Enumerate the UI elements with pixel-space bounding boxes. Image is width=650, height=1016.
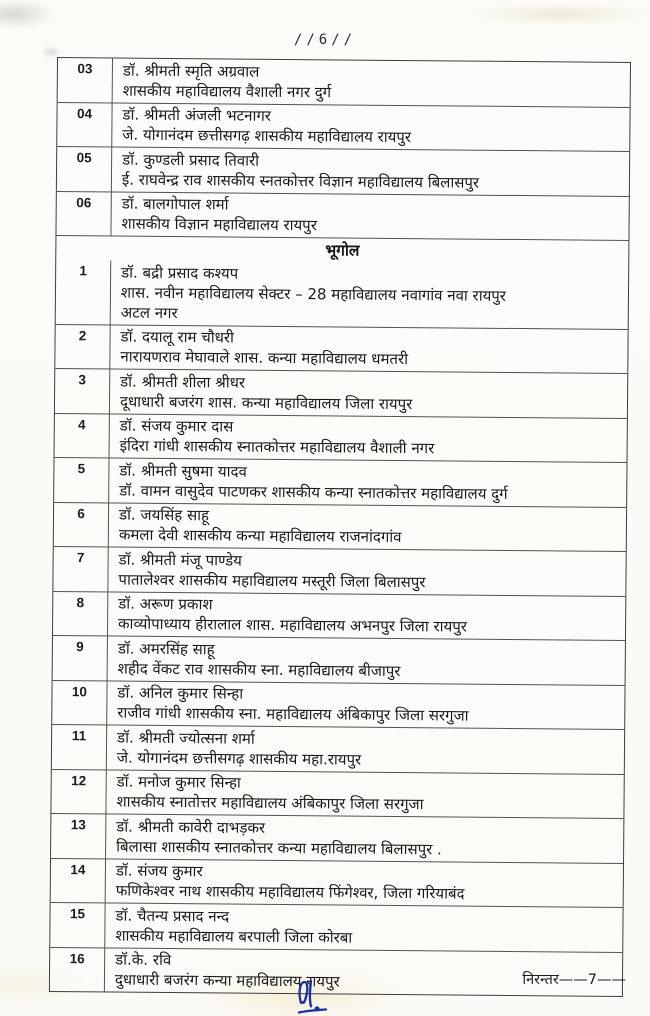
college-name: दूधाधारी बजरंग शास. कन्या महाविद्यालय जिला रायपुर xyxy=(119,392,413,413)
college-name: जे. योगानंदम छत्तीसगढ़ शासकीय महाविद्यालय रायपुर xyxy=(122,125,412,147)
person-name: डॉ. श्रीमती कावेरी दाभड़कर xyxy=(116,817,266,837)
person-name: डॉ. बालगोपाल शर्मा xyxy=(121,194,229,214)
row-details-cell xyxy=(112,147,629,195)
table-row xyxy=(56,260,629,328)
person-name: डॉ. श्रीमती मंजू पाण्डेय xyxy=(118,550,242,570)
row-serial-number: 06 xyxy=(56,191,111,235)
table-row xyxy=(56,190,628,239)
table-row xyxy=(55,323,627,372)
table-row xyxy=(53,546,625,595)
table-row xyxy=(53,590,625,639)
section-header-bhugol: भूगोल xyxy=(56,235,628,265)
signature-icon xyxy=(286,976,348,1016)
row-serial-number: 3 xyxy=(55,369,110,413)
person-name: डॉ. अमरसिंह साहू xyxy=(117,639,215,658)
row-serial-number: 05 xyxy=(57,147,112,191)
person-name: डॉ. संजय कुमार दास xyxy=(119,416,234,436)
row-details-cell xyxy=(112,103,629,151)
college-name: शास. नवीन महाविद्यालय सेक्टर – 28 महाविद्यालय नवागांव नवा रायपुर अटल नगर xyxy=(120,283,507,322)
table-row xyxy=(54,501,626,550)
college-name: शासकीय स्नातोत्तर महाविद्यालय अंबिकापुर जिला सरगुजा xyxy=(116,792,424,814)
table-row xyxy=(51,813,623,862)
faculty-table xyxy=(49,57,631,997)
row-serial-number: 7 xyxy=(53,547,108,591)
person-name: डॉ. संजय कुमार xyxy=(115,861,203,881)
college-name: पातालेश्वर शासकीय महाविद्यालय मस्तूरी जिला बिलासपुर xyxy=(118,570,426,591)
row-details-cell xyxy=(109,503,626,551)
table-row xyxy=(55,368,627,417)
college-name: दुधाधारी बजरंग कन्या महाविद्यालय रायपुर xyxy=(114,970,340,991)
row-details-cell xyxy=(107,725,624,773)
row-details-cell xyxy=(110,414,627,462)
table-row xyxy=(53,635,625,684)
row-serial-number: 5 xyxy=(54,458,109,502)
person-name: डॉ. अरूण प्रकाश xyxy=(118,594,213,614)
row-details-cell xyxy=(106,814,623,862)
row-serial-number: 6 xyxy=(54,502,109,546)
college-name: डॉ. वामन वासुदेव पाटणकर शासकीय कन्या स्नातकोत्तर महाविद्यालय दुर्ग xyxy=(119,481,508,503)
person-name: डॉ. जयसिंह साहू xyxy=(118,505,210,525)
row-details-cell xyxy=(110,369,627,417)
row-details-cell xyxy=(108,636,625,684)
continuation-note: निरन्तर——7—— xyxy=(522,972,626,988)
table-row xyxy=(51,857,623,906)
person-name: डॉ. श्रीमती अंजली भटनागर xyxy=(122,105,272,125)
row-serial-number: 13 xyxy=(51,814,106,858)
college-name: शासकीय महाविद्यालय वैशाली नगर दुर्ग xyxy=(122,81,332,101)
person-name: डॉ. श्रीमती सुषमा यादव xyxy=(119,461,247,481)
row-details-cell xyxy=(106,859,623,907)
row-details-cell xyxy=(108,592,625,640)
person-name: डॉ. श्रीमती ज्योत्सना शर्मा xyxy=(117,728,255,748)
table-row xyxy=(58,58,630,106)
row-details-cell xyxy=(113,58,630,106)
row-serial-number: 12 xyxy=(51,769,106,813)
row-details-cell xyxy=(105,903,622,951)
table-rows-geography-section xyxy=(50,260,628,996)
row-serial-number: 15 xyxy=(50,903,105,947)
college-name: शासकीय महाविद्यालय बरपाली जिला कोरबा xyxy=(115,926,353,947)
table-row xyxy=(51,768,623,817)
person-name: डॉ. श्रीमती शीला श्रीधर xyxy=(120,372,246,392)
row-details-cell xyxy=(107,681,624,729)
person-name: डॉ. चैतन्य प्रसाद नन्द xyxy=(115,906,230,926)
row-serial-number: 14 xyxy=(51,858,106,902)
row-details-cell xyxy=(111,192,628,240)
college-name: जे. योगानंदम छत्तीसगढ़ शासकीय महा.रायपुर xyxy=(116,748,362,769)
scan-smudge xyxy=(44,48,58,56)
person-name: डॉ. मनोज कुमार सिन्हा xyxy=(116,772,241,792)
college-name: फणिकेश्वर नाथ शासकीय महाविद्यालय फिंगेश्वर, जिला गरियाबंद xyxy=(115,881,465,903)
college-name: इंदिरा गांधी शासकीय स्नातकोत्तर महाविद्यालय वैशाली नगर xyxy=(119,436,435,458)
college-name: काव्योपाध्याय हीरालाल शास. महाविद्यालय अभनपुर जिला रायपुर xyxy=(118,614,467,636)
row-details-cell xyxy=(111,260,629,328)
college-name: ई. राघवेन्द्र राव शासकीय स्नतकोत्तर विज्ञान महाविद्यालय बिलासपुर xyxy=(121,170,480,192)
person-name: डॉ. दयालू राम चौधरी xyxy=(120,327,235,347)
page-number-header: //6// xyxy=(293,32,357,48)
row-details-cell xyxy=(109,458,626,506)
college-name: कमला देवी शासकीय कन्या महाविद्यालय राजनांदगांव xyxy=(118,525,402,547)
table-row xyxy=(55,412,627,461)
college-name: शासकीय विज्ञान महाविद्यालय रायपुर xyxy=(121,214,317,235)
table-row xyxy=(52,724,624,773)
row-serial-number: 4 xyxy=(55,413,110,457)
row-serial-number: 03 xyxy=(58,58,113,102)
table-row xyxy=(57,101,629,150)
row-serial-number: 10 xyxy=(52,680,107,724)
row-serial-number: 1 xyxy=(56,260,112,324)
college-name: राजीव गांधी शासकीय स्ना. महाविद्यालय अंबिकापुर जिला सरगुजा xyxy=(117,703,469,725)
person-name: डॉ. कुण्डली प्रसाद तिवारी xyxy=(122,150,260,170)
row-details-cell xyxy=(108,547,625,595)
person-name: डॉ. अनिल कुमार सिन्हा xyxy=(117,683,244,703)
college-name: शहीद वेंकट राव शासकीय स्ना. महाविद्यालय बीजापुर xyxy=(117,659,401,680)
table-row xyxy=(57,146,629,195)
college-name: नारायणराव मेघावाले शास. कन्या महाविद्यालय धमतरी xyxy=(120,347,409,369)
table-row xyxy=(54,457,626,506)
college-name: बिलासा शासकीय स्नातकोत्तर कन्या महाविद्यालय बिलासपुर . xyxy=(116,837,442,858)
table-row xyxy=(52,679,624,728)
row-serial-number: 16 xyxy=(50,947,105,991)
table-row xyxy=(50,902,622,951)
row-serial-number: 2 xyxy=(55,324,110,368)
person-name: डॉ. श्रीमती स्मृति अग्रवाल xyxy=(122,61,260,81)
row-serial-number: 11 xyxy=(52,725,107,769)
row-serial-number: 8 xyxy=(53,591,108,635)
row-details-cell xyxy=(110,325,627,373)
table-rows-previous-section xyxy=(56,58,630,240)
row-serial-number: 04 xyxy=(57,102,112,146)
person-name: डॉ.के. रवि xyxy=(115,950,172,970)
row-details-cell xyxy=(106,770,623,818)
person-name: डॉ. बद्री प्रसाद कश्यप xyxy=(121,263,239,283)
row-serial-number: 9 xyxy=(53,636,108,680)
